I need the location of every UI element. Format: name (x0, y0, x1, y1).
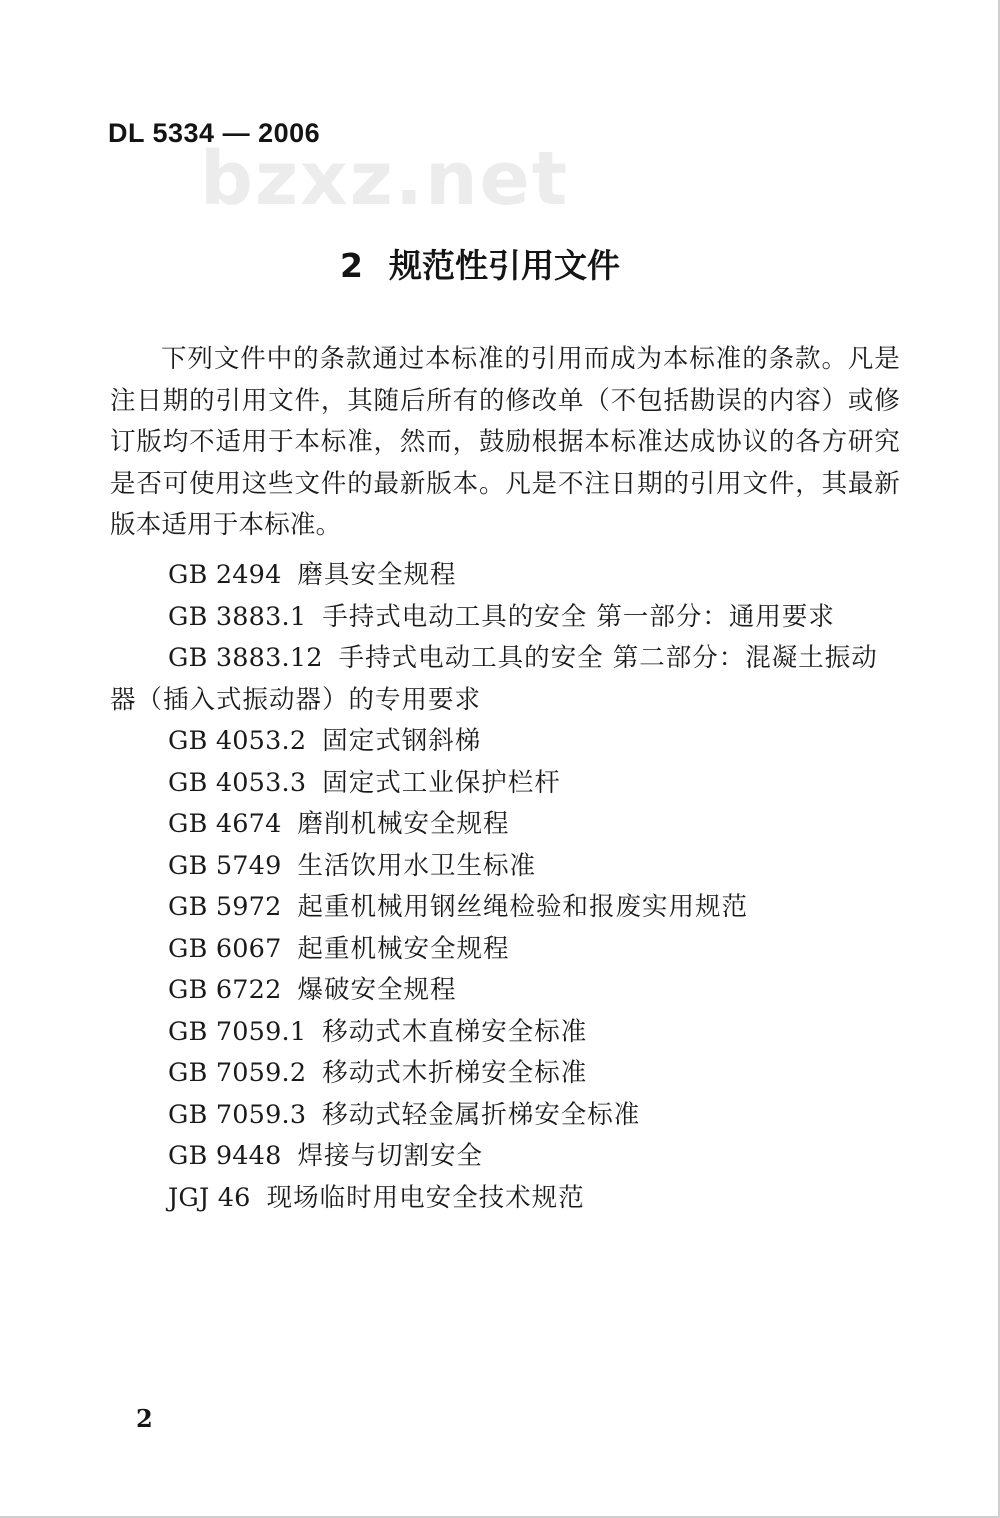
intro-paragraph: 下列文件中的条款通过本标准的引用而成为本标准的条款。凡是注日期的引用文件，其随后所有的修改单（不包括勘误的内容）或修订版均不适用于本标准，然而，鼓励根据本标准达成协议的各方研究是否可使用这些文件的最新版本。凡是不注日期的引用文件，其最新版本适用于本标准。 (110, 344, 900, 540)
reference-code: GB 4053.3 (168, 767, 307, 798)
reference-item (110, 555, 900, 597)
reference-code: GB 3883.12 (168, 643, 323, 673)
reference-item (110, 1053, 900, 1095)
reference-item (110, 1136, 900, 1178)
reference-code: GB 4053.2 (168, 726, 307, 756)
reference-title: 固定式钢斜梯 (322, 726, 482, 756)
reference-title: 移动式轻金属折梯安全标准 (322, 1099, 641, 1130)
watermark-logo: bzxz.net (200, 136, 570, 222)
reference-title: 焊接与切割安全 (297, 1141, 484, 1171)
reference-code: GB 5749 (168, 850, 282, 881)
reference-item (110, 763, 900, 805)
reference-item (110, 721, 900, 763)
reference-title: 手持式电动工具的安全 第二部分：混凝土振动器（插入式振动器）的专用要求 (110, 643, 878, 715)
reference-item (110, 1178, 900, 1220)
reference-item (110, 887, 900, 929)
reference-title: 磨具安全规程 (297, 560, 457, 590)
reference-code: GB 4674 (168, 809, 282, 839)
reference-item (110, 597, 900, 639)
reference-code: GB 6067 (168, 933, 282, 964)
reference-code: GB 7059.1 (168, 1016, 307, 1047)
reference-code: GB 7059.3 (168, 1099, 307, 1130)
reference-title: 移动式木折梯安全标准 (322, 1058, 588, 1088)
reference-item (110, 846, 900, 888)
reference-code: GB 9448 (168, 1141, 282, 1171)
reference-code: GB 7059.2 (168, 1058, 307, 1088)
section-number: 2 (340, 246, 363, 285)
reference-title: 生活饮用水卫生标准 (297, 850, 537, 881)
page-number: 2 (136, 1404, 153, 1433)
section-title: 规范性引用文件 (388, 246, 620, 285)
section-heading (340, 240, 620, 287)
reference-code: GB 2494 (168, 560, 282, 590)
reference-item (110, 929, 900, 971)
reference-title: 手持式电动工具的安全 第一部分：通用要求 (322, 601, 835, 632)
reference-item (110, 1095, 900, 1137)
reference-list (110, 555, 900, 1219)
standard-code-header: DL 5334 — 2006 (108, 118, 321, 148)
reference-code: GB 6722 (168, 975, 282, 1005)
reference-title: 爆破安全规程 (297, 975, 457, 1005)
reference-code: JGJ 46 (168, 1182, 251, 1213)
reference-title: 移动式木直梯安全标准 (322, 1016, 588, 1047)
reference-title: 固定式工业保护栏杆 (322, 767, 561, 798)
reference-item (110, 1012, 900, 1054)
reference-item (110, 638, 900, 721)
reference-item (110, 804, 900, 846)
reference-title: 起重机械用钢丝绳检验和报废实用规范 (297, 892, 749, 922)
reference-title: 磨削机械安全规程 (297, 809, 510, 839)
reference-item (110, 970, 900, 1012)
reference-title: 起重机械安全规程 (297, 933, 510, 964)
reference-code: GB 5972 (168, 892, 282, 922)
reference-title: 现场临时用电安全技术规范 (266, 1182, 585, 1213)
reference-code: GB 3883.1 (168, 601, 307, 632)
